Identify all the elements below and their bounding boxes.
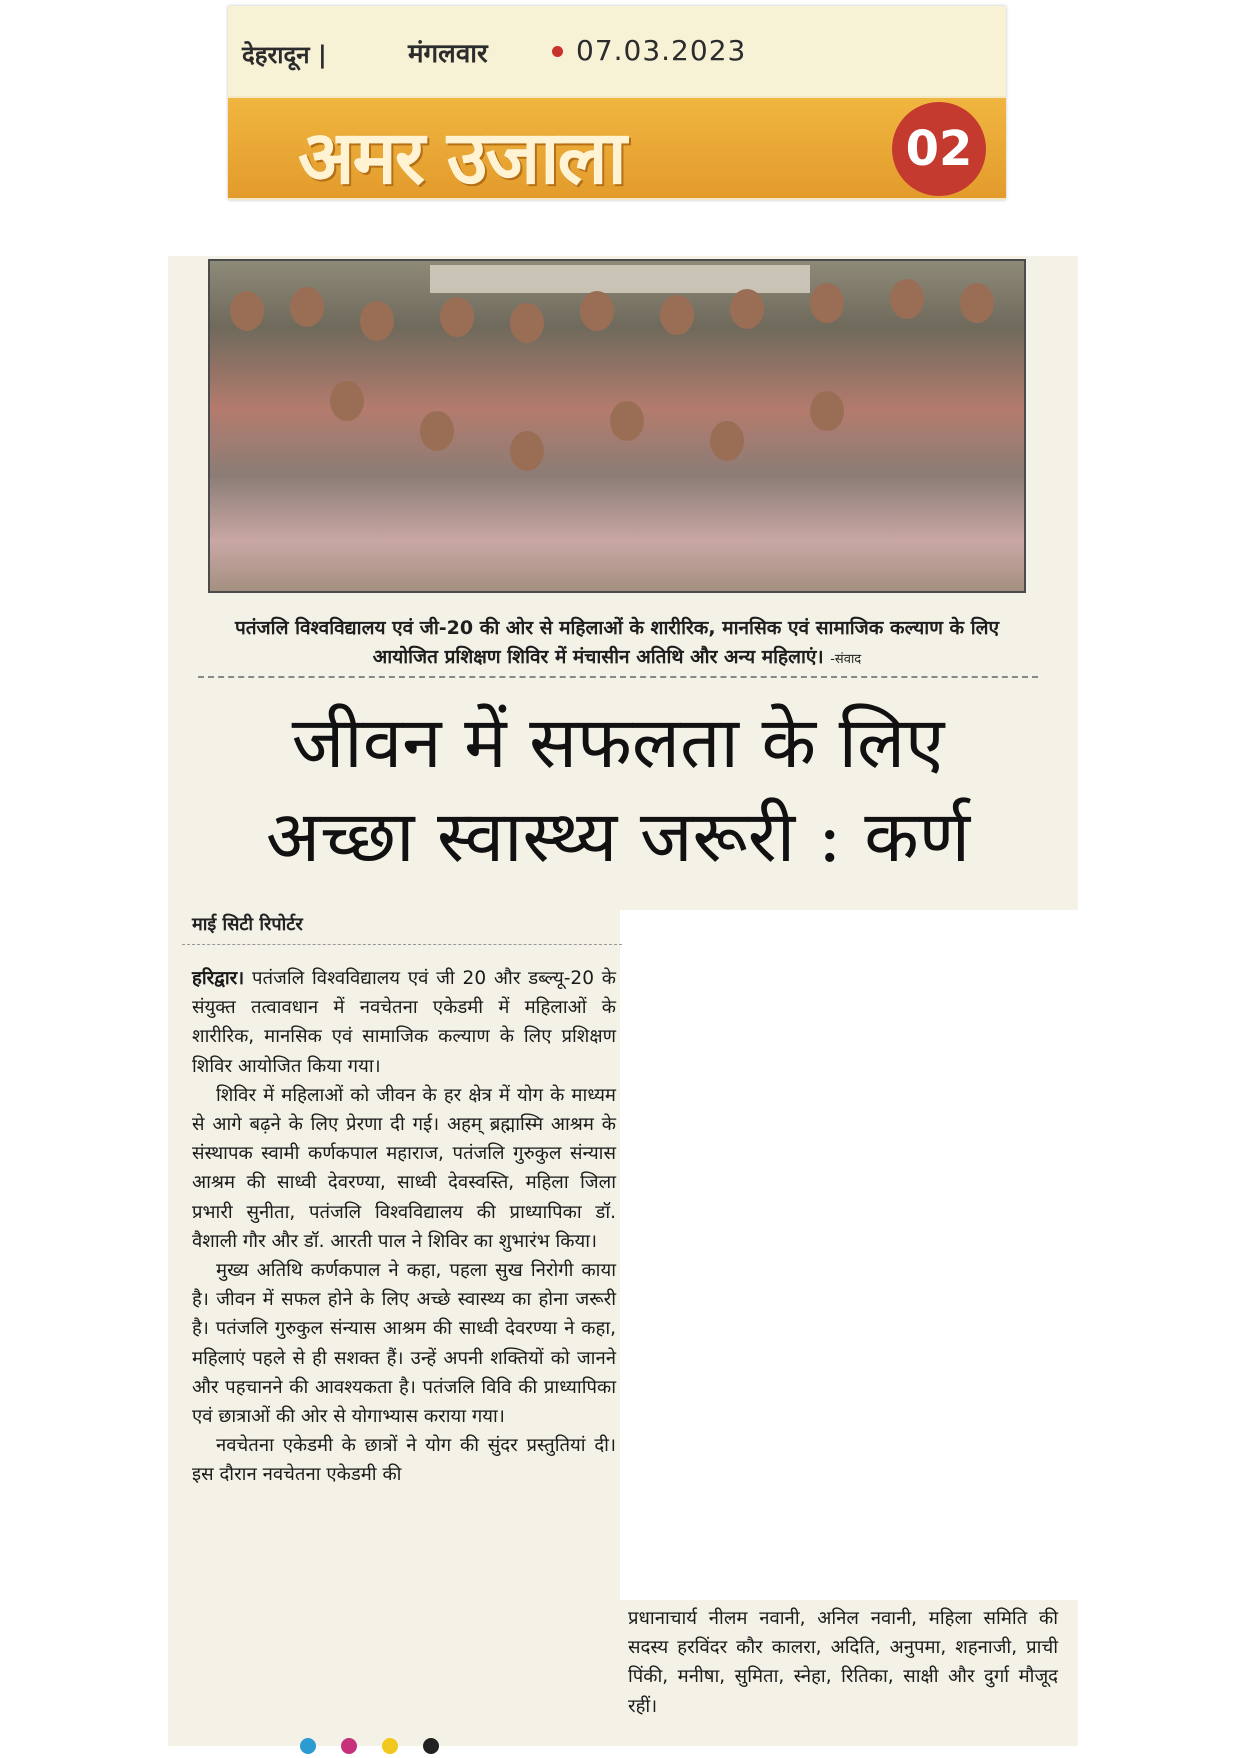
black-dot-icon [423, 1738, 439, 1754]
photo-figure [510, 431, 544, 471]
article-headline [188, 696, 1048, 884]
photo-banner [430, 265, 810, 293]
group-photo [208, 259, 1026, 593]
paper-logo: अमर उजाला [298, 115, 625, 201]
photo-credit: -संवाद [830, 652, 862, 667]
photo-figure [330, 381, 364, 421]
separator-dot-icon [552, 46, 563, 57]
city-label: देहरादून | [242, 41, 327, 69]
headline-line-1: जीवन में सफलता के लिए [291, 701, 945, 784]
paragraph: मुख्य अतिथि कर्णकपाल ने कहा, पहला सुख निरोगी काया है। जीवन में सफल होने के लिए अच्छे स्वास्थ्य का होना जरूरी है। पतंजलि गुरुकुल संन्यास आश्रम की साध्वी देवरण्या ने कहा, महिलाएं पहले से ही सशक्त हैं। उन्हें अपनी शक्तियों को जानने और पहचानने की आवश्यकता है। पतंजलि विवि की प्राध्यापिका एवं छात्राओं की ओर से योगाभ्यास कराया गया। [192, 1260, 616, 1428]
article-column-2 [628, 1604, 1058, 1721]
color-registration-marks [300, 1738, 459, 1758]
photo-caption [202, 614, 1032, 674]
yellow-dot-icon [382, 1738, 398, 1754]
article-column-1 [192, 964, 616, 1490]
byline: माई सिटी रिपोर्टर [192, 914, 303, 935]
date-label: 07.03.2023 [576, 34, 747, 67]
photo-figure [420, 411, 454, 451]
photo-figure [510, 303, 544, 343]
photo-figure [710, 421, 744, 461]
paragraph: नवचेतना एकेडमी के छात्रों ने योग की सुंदर प्रस्तुतियां दी। इस दौरान नवचेतना एकेडमी की [192, 1435, 616, 1486]
photo-figure [610, 401, 644, 441]
photo-figure [660, 295, 694, 335]
paragraph [192, 964, 616, 1081]
news-clipping [168, 256, 1078, 1746]
blank-area [620, 910, 1078, 1600]
day-label: मंगलवार [408, 39, 488, 69]
photo-figure [290, 287, 324, 327]
magenta-dot-icon [341, 1738, 357, 1754]
paragraph: प्रधानाचार्य नीलम नवानी, अनिल नवानी, महिला समिति की सदस्य हरविंदर कौर कालरा, अदिति, अनुपमा, शहनाजी, प्राची पिंकी, मनीषा, सुमिता, स्नेहा, रितिका, साक्षी और दुर्गा मौजूद रहीं। [628, 1608, 1058, 1717]
photo-figure [360, 301, 394, 341]
dateline-strip [228, 6, 1006, 96]
photo-figure [890, 279, 924, 319]
headline-line-2: अच्छा स्वास्थ्य जरूरी : कर्ण [265, 795, 971, 878]
caption-text: पतंजलि विश्वविद्यालय एवं जी-20 की ओर से महिलाओं के शारीरिक, मानसिक एवं सामाजिक कल्याण के लिए आयोजित प्रशिक्षण शिविर में मंचासीन अतिथि और अन्य महिलाएं। [234, 617, 1000, 668]
photo-figure [580, 291, 614, 331]
paragraph-text: पतंजलि विश्वविद्यालय एवं जी 20 और डब्ल्यू-20 के संयुक्त तत्वावधान में नवचेतना एकेडमी में महिलाओं के शारीरिक, मानसिक एवं सामाजिक कल्याण के लिए प्रशिक्षण शिविर आयोजित किया गया। [192, 968, 617, 1077]
paragraph: शिविर में महिलाओं को जीवन के हर क्षेत्र में योग के माध्यम से आगे बढ़ने के लिए प्रेरणा दी गई। अहम् ब्रह्मास्मि आश्रम के संस्थापक स्वामी कर्णकपाल महाराज, पतंजलि गुरुकुल संन्यास आश्रम की साध्वी देवरण्या, साध्वी देवस्वस्ति, महिला जिला प्रभारी सुनीता, पतंजलि विश्वविद्यालय की प्राध्यापिका डॉ. वैशाली गौर और डॉ. आरती पाल ने शिविर का शुभारंभ किया। [192, 1084, 616, 1252]
cyan-dot-icon [300, 1738, 316, 1754]
photo-figure [730, 289, 764, 329]
page-number-badge: 02 [892, 102, 986, 196]
dateline-city: हरिद्वार। [192, 968, 245, 989]
photo-figure [230, 291, 264, 331]
photo-figure [810, 391, 844, 431]
photo-figure [960, 283, 994, 323]
photo-figure [440, 297, 474, 337]
divider [182, 944, 622, 945]
newspaper-masthead [228, 6, 1006, 200]
photo-figure [810, 283, 844, 323]
brand-bar [228, 98, 1006, 201]
divider [198, 676, 1038, 678]
